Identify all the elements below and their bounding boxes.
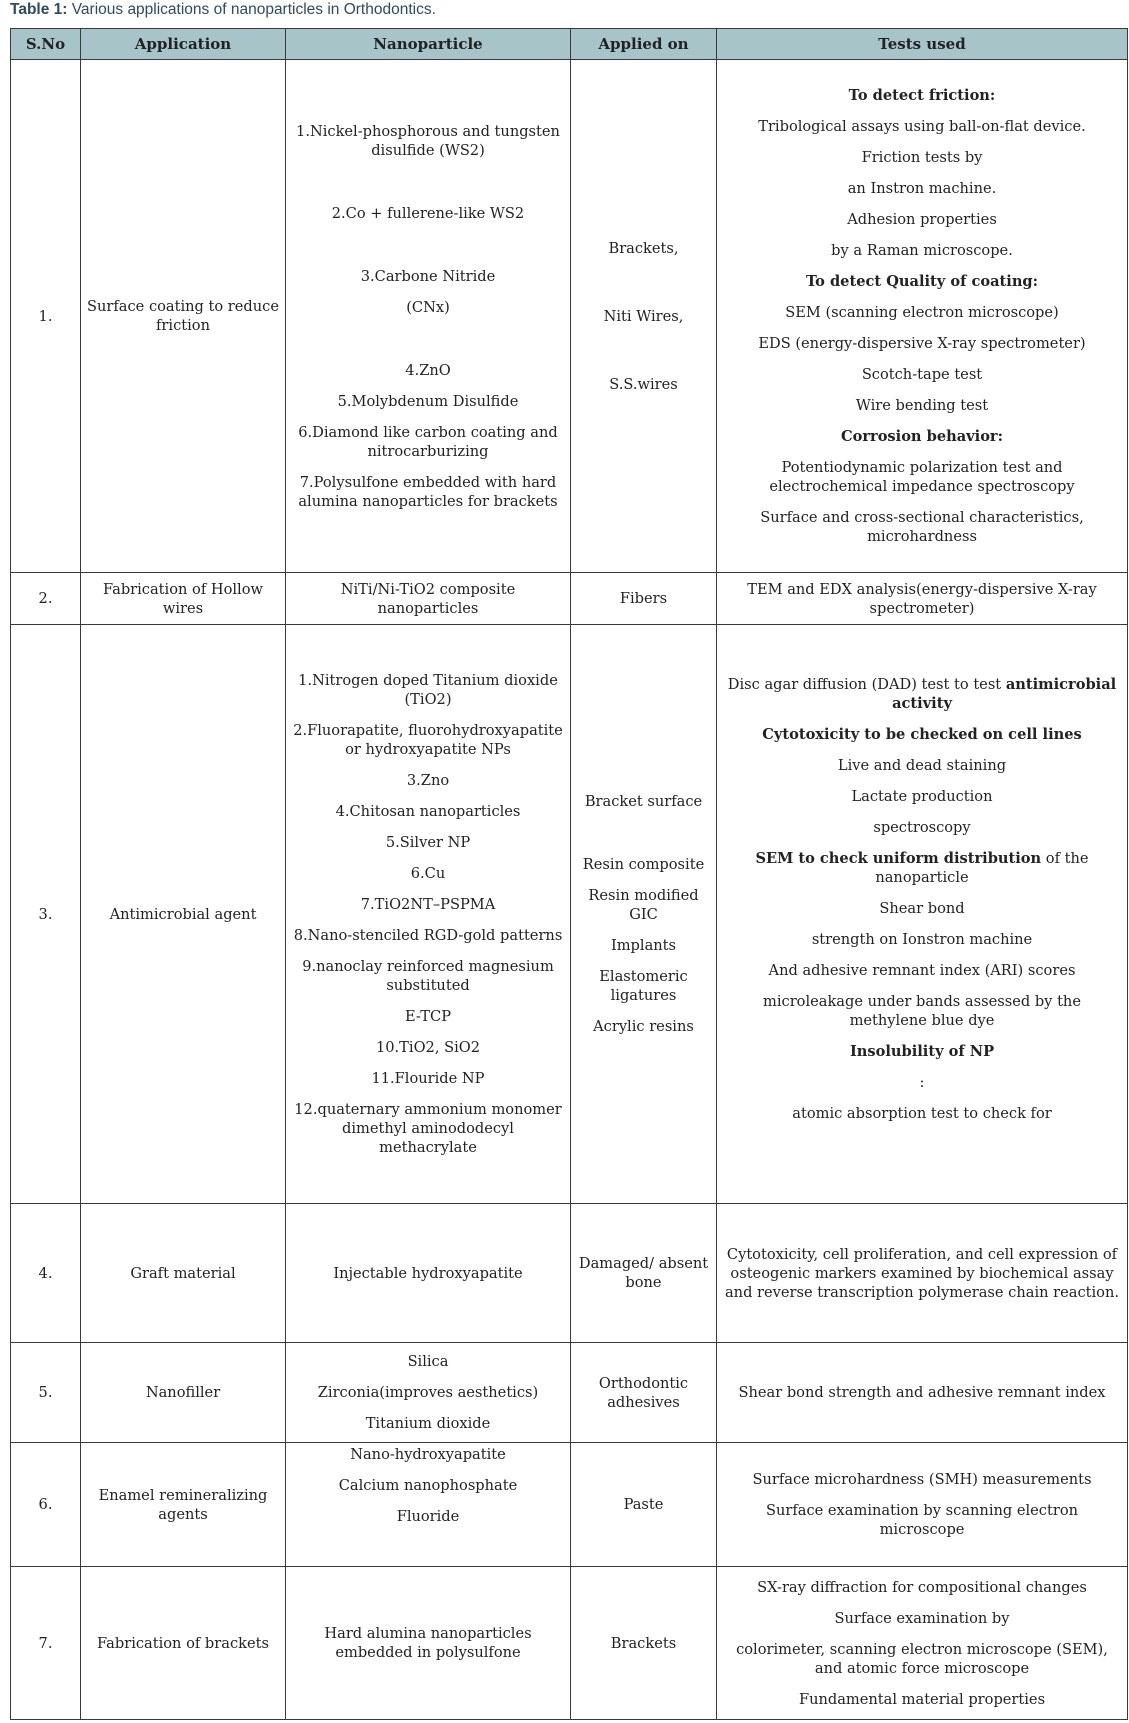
cell-sno: 6. xyxy=(11,1443,81,1567)
test-heading: To detect Quality of coating: xyxy=(805,273,1039,290)
nanoparticle-item: Nano-hydroxyapatite xyxy=(350,1446,506,1463)
cell-nanoparticle xyxy=(286,1343,571,1443)
test-item: Friction tests by xyxy=(861,149,983,166)
test-item: Surface examination by scanning electron microscope xyxy=(765,1502,1079,1538)
test-heading: Insolubility of NP xyxy=(849,1042,995,1060)
nanoparticle-item: 6.Cu xyxy=(410,865,446,882)
table-row xyxy=(11,1567,1128,1720)
nanoparticle-item: 2.Co + fullerene-like WS2 xyxy=(331,204,525,222)
cell-applied-on: Damaged/ absent bone xyxy=(571,1204,717,1343)
cell-tests-used xyxy=(717,60,1128,573)
table-header-row xyxy=(11,29,1128,60)
test-item: : xyxy=(919,1073,925,1091)
test-heading: Cytotoxicity to be checked on cell lines xyxy=(762,725,1082,743)
test-item: Surface microhardness (SMH) measurements xyxy=(752,1471,1092,1488)
table-row xyxy=(11,1443,1128,1567)
nanoparticle-item: E-TCP xyxy=(404,1008,452,1025)
cell-applied-on xyxy=(571,625,717,1204)
nanoparticle-item: 1.Nickel-phosphorous and tungsten disulfide (WS2) xyxy=(296,122,560,159)
nanoparticle-item: 10.TiO2, SiO2 xyxy=(375,1039,481,1056)
test-item xyxy=(723,849,1121,887)
test-item: SX-ray diffraction for compositional changes xyxy=(757,1578,1087,1596)
nanoparticle-item: 12.quaternary ammonium monomer dimethyl aminododecyl methacrylate xyxy=(294,1101,562,1156)
test-item: Surface and cross-sectional characteristics, microhardness xyxy=(760,509,1084,545)
test-item: SEM (scanning electron microscope) xyxy=(785,304,1059,321)
nanoparticle-item: 1.Nitrogen doped Titanium dioxide (TiO2) xyxy=(298,672,558,708)
nanoparticle-item: Silica xyxy=(407,1353,449,1370)
test-text: of the nanoparticle xyxy=(875,849,1089,886)
table-row xyxy=(11,60,1128,573)
cell-tests-used: TEM and EDX analysis(energy-dispersive X-ray spectrometer) xyxy=(717,573,1128,625)
table-caption-label: Table 1: xyxy=(10,1,68,18)
nanoparticle-item: 9.nanoclay reinforced magnesium substituted xyxy=(302,958,554,994)
applied-on-item: Elastomeric ligatures xyxy=(599,968,688,1004)
test-item: atomic absorption test to check for xyxy=(792,1104,1052,1122)
applied-on-item: Brackets, xyxy=(608,239,679,257)
cell-applied-on: Fibers xyxy=(571,573,717,625)
table-row xyxy=(11,573,1128,625)
test-item: Shear bond xyxy=(879,899,965,917)
cell-nanoparticle: NiTi/Ni-TiO2 composite nanoparticles xyxy=(286,573,571,625)
header-applied-on: Applied on xyxy=(571,29,717,60)
cell-sno: 5. xyxy=(11,1343,81,1443)
test-item: Fundamental material properties xyxy=(798,1690,1046,1708)
cell-application: Antimicrobial agent xyxy=(81,625,286,1204)
table-caption xyxy=(10,0,436,22)
cell-application: Graft material xyxy=(81,1204,286,1343)
test-item: Potentiodynamic polarization test and electrochemical impedance spectroscopy xyxy=(769,459,1075,495)
cell-sno: 1. xyxy=(11,60,81,573)
table-row xyxy=(11,1204,1128,1343)
header-application: Application xyxy=(81,29,286,60)
test-item: Lactate production xyxy=(851,787,993,805)
cell-application: Enamel remineralizing agents xyxy=(81,1443,286,1567)
test-item: spectroscopy xyxy=(873,818,971,836)
cell-applied-on: Orthodontic adhesives xyxy=(571,1343,717,1443)
nanoparticle-item: 4.ZnO xyxy=(405,361,451,379)
test-item: And adhesive remnant index (ARI) scores xyxy=(768,961,1076,979)
test-item: Adhesion properties xyxy=(847,211,997,228)
header-nanoparticle: Nanoparticle xyxy=(286,29,571,60)
nanoparticle-item: 2.Fluorapatite, fluorohydroxyapatite or hydroxyapatite NPs xyxy=(293,722,563,758)
spacer xyxy=(723,1135,1121,1154)
test-item xyxy=(723,675,1121,713)
applied-on-item: Implants xyxy=(610,937,677,954)
cell-application: Surface coating to reduce friction xyxy=(81,60,286,573)
cell-application: Nanofiller xyxy=(81,1343,286,1443)
applied-on-item: Acrylic resins xyxy=(593,1018,694,1035)
cell-sno: 3. xyxy=(11,625,81,1204)
nanoparticle-applications-table xyxy=(10,28,1128,1720)
cell-application: Fabrication of brackets xyxy=(81,1567,286,1720)
cell-tests-used: Cytotoxicity, cell proliferation, and cell expression of osteogenic markers examined by biochemical assay and reverse transcription polymerase chain reaction. xyxy=(717,1204,1128,1343)
cell-nanoparticle xyxy=(286,625,571,1204)
nanoparticle-item: 4.Chitosan nanoparticles xyxy=(335,803,521,820)
cell-application: Fabrication of Hollow wires xyxy=(81,573,286,625)
test-heading: To detect friction: xyxy=(848,87,996,104)
cell-sno: 4. xyxy=(11,1204,81,1343)
header-tests-used: Tests used xyxy=(717,29,1128,60)
nanoparticle-item: 6.Diamond like carbon coating and nitrocarburizing xyxy=(298,423,558,460)
cell-tests-used: Shear bond strength and adhesive remnant index xyxy=(717,1343,1128,1443)
applied-on-item: Resin modified GIC xyxy=(588,887,699,923)
nanoparticle-item: (CNx) xyxy=(406,298,450,316)
nanoparticle-item: Fluoride xyxy=(396,1508,460,1525)
cell-applied-on: Paste xyxy=(571,1443,717,1567)
cell-tests-used xyxy=(717,1443,1128,1567)
table-row xyxy=(11,1343,1128,1443)
cell-nanoparticle: Hard alumina nanoparticles embedded in polysulfone xyxy=(286,1567,571,1720)
nanoparticle-item: 11.Flouride NP xyxy=(371,1070,485,1087)
applied-on-item: Niti Wires, xyxy=(603,307,684,325)
test-item: by a Raman microscope. xyxy=(831,242,1013,259)
applied-on-item: Bracket surface xyxy=(584,793,703,810)
nanoparticle-item: 7.Polysulfone embedded with hard alumina nanoparticles for brackets xyxy=(298,473,558,510)
header-sno: S.No xyxy=(11,29,81,60)
test-item: microleakage under bands assessed by the methylene blue dye xyxy=(763,992,1081,1029)
test-text: Disc agar diffusion (DAD) test to test xyxy=(727,675,1006,693)
test-heading: Corrosion behavior: xyxy=(840,428,1004,445)
table-caption-text: Various applications of nanoparticles in Orthodontics. xyxy=(67,1,436,18)
test-item: Tribological assays using ball-on-flat device. xyxy=(758,118,1086,135)
cell-tests-used xyxy=(717,625,1128,1204)
cell-sno: 7. xyxy=(11,1567,81,1720)
test-item: Live and dead staining xyxy=(837,756,1007,774)
nanoparticle-item: 3.Zno xyxy=(406,772,450,789)
test-item: an Instron machine. xyxy=(847,180,997,197)
cell-nanoparticle xyxy=(286,1443,571,1567)
test-item: EDS (energy-dispersive X-ray spectrometer) xyxy=(758,335,1086,352)
test-item: Surface examination by xyxy=(834,1609,1010,1627)
test-item: colorimeter, scanning electron microscope (SEM), and atomic force microscope xyxy=(736,1640,1108,1677)
cell-applied-on: Brackets xyxy=(571,1567,717,1720)
nanoparticle-item: 7.TiO2NT–PSPMA xyxy=(360,896,496,913)
cell-nanoparticle xyxy=(286,60,571,573)
test-text-bold: antimicrobial activity xyxy=(892,675,1117,712)
applied-on-item: S.S.wires xyxy=(609,375,678,393)
nanoparticle-item: Zirconia(improves aesthetics) xyxy=(317,1384,539,1401)
table-row xyxy=(11,625,1128,1204)
cell-sno: 2. xyxy=(11,573,81,625)
nanoparticle-item: 8.Nano-stenciled RGD-gold patterns xyxy=(293,927,563,944)
cell-tests-used xyxy=(717,1567,1128,1720)
applied-on-item: Resin composite xyxy=(582,856,705,873)
nanoparticle-item: Calcium nanophosphate xyxy=(338,1477,518,1494)
test-item: Wire bending test xyxy=(855,397,989,414)
nanoparticle-item: 5.Silver NP xyxy=(385,834,471,851)
cell-nanoparticle: Injectable hydroxyapatite xyxy=(286,1204,571,1343)
test-item: strength on Ionstron machine xyxy=(811,930,1033,948)
nanoparticle-item: 5.Molybdenum Disulfide xyxy=(337,392,519,410)
test-text-bold: SEM to check uniform distribution xyxy=(755,849,1042,867)
test-item: Scotch-tape test xyxy=(861,366,983,383)
cell-applied-on xyxy=(571,60,717,573)
nanoparticle-item: Titanium dioxide xyxy=(365,1415,491,1432)
nanoparticle-item: 3.Carbone Nitride xyxy=(360,267,496,285)
